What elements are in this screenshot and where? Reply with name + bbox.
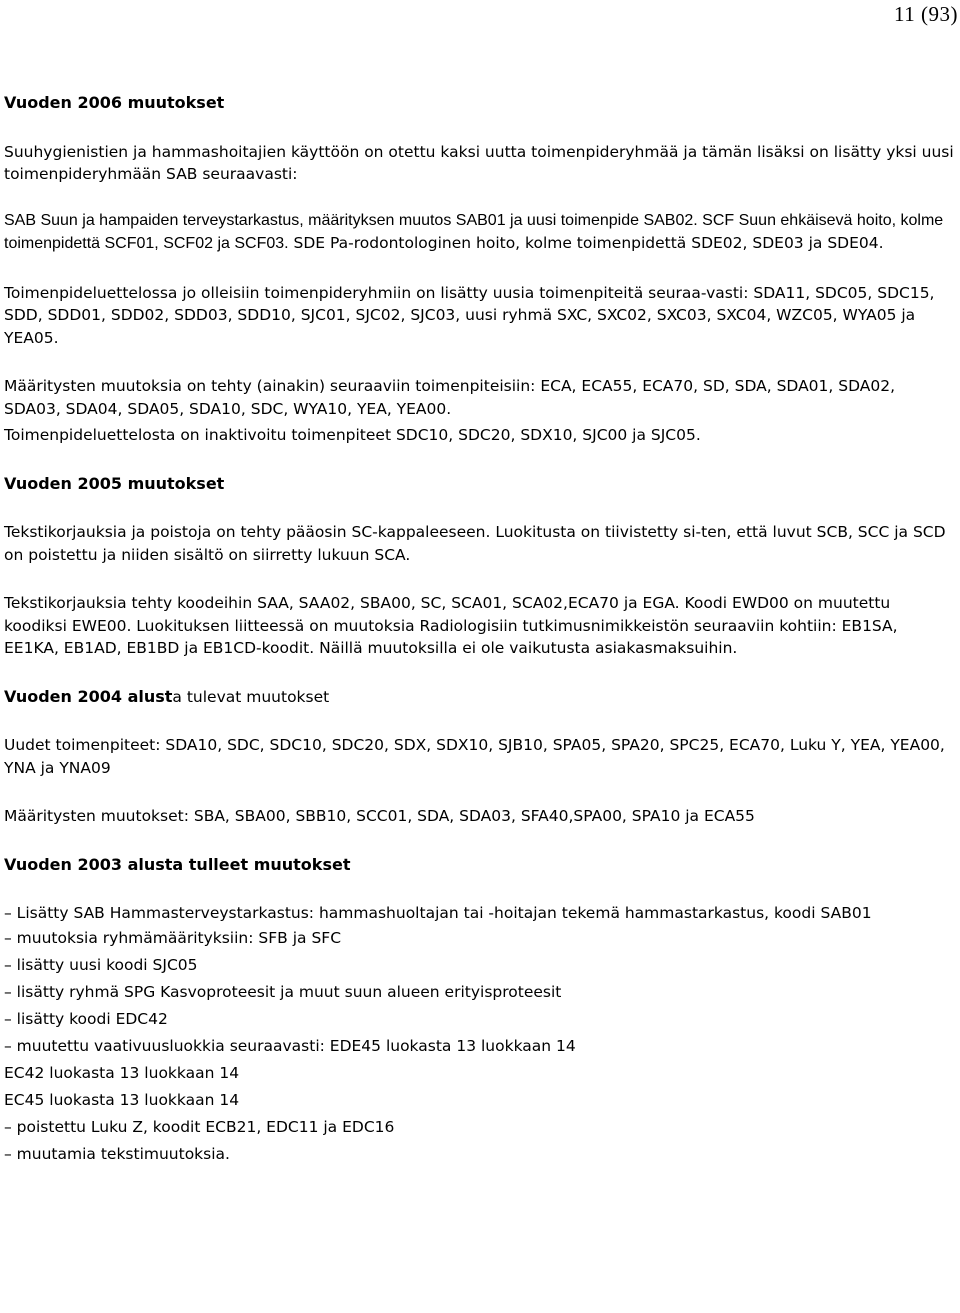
paragraph-2006-inactivated: Toimenpideluettelosta on inaktivoitu toimenpiteet SDC10, SDC20, SDX10, SJC00 ja SJC05.: [4, 426, 701, 444]
page-number: 11 (93): [894, 2, 958, 26]
paragraph-2006-additions: Toimenpideluettelossa jo olleisiin toimenpideryhmiin on lisätty uusia toimenpiteitä seuraa-vasti: SDA11, SDC05, SDC15, SDD, SDD01, SDD02, SDD03, SDD10, SJC01, SJC02, SJC03, uusi ryhmä SXC, SXC02, SXC03, SXC04, WZC05, WYA05 ja YEA05.: [4, 283, 935, 347]
paragraph-2005-codes: Tekstikorjauksia tehty koodeihin SAA, SAA02, SBA00, SC, SCA01, SCA02,ECA70 ja EGA. Koodi EWD00 on muutettu koodiksi EWE00. Luokituksen liitteessä on muutoksia Radiologisiin tutkimusnimikkeistön seuraaviin kohtiin: EB1SA, EE1KA, EB1AD, EB1BD ja EB1CD-koodit. Näillä muutoksilla ei ole vaikutusta asiakasmaksuihin.: [4, 594, 898, 657]
list-item: – muutoksia ryhmämäärityksiin: SFB ja SFC: [4, 928, 342, 947]
list-item: – muutamia tekstimuutoksia.: [4, 1144, 230, 1163]
list-item: – lisätty uusi koodi SJC05: [4, 955, 198, 974]
paragraph-2006-sab-main: SAB Suun ja hampaiden terveystarkastus, määrityksen muutos SAB01 ja uusi toimenpide SAB02. SCF Suun ehkäisevä hoito, kolme toimenpidettä SCF01, SCF02 ja SCF03.: [4, 211, 944, 252]
list-item: – poistettu Luku Z, koodit ECB21, EDC11 ja EDC16: [4, 1117, 395, 1136]
document-body: [4, 92, 954, 1168]
section-heading-2004: [4, 686, 954, 709]
paragraph-2004-new: Uudet toimenpiteet: SDA10, SDC, SDC10, SDC20, SDX, SDX10, SJB10, SPA05, SPA20, SPC25, ECA70, Luku Y, YEA, YEA00, YNA ja YNA09: [4, 736, 945, 777]
section-heading-2004-rest: a tulevat muutokset: [172, 687, 330, 706]
list-item: EC42 luokasta 13 luokkaan 14: [4, 1063, 240, 1082]
paragraph-2004-definitions: Määritysten muutokset: SBA, SBA00, SBB10, SCC01, SDA, SDA03, SFA40,SPA00, SPA10 ja ECA55: [4, 807, 755, 825]
section-heading-2004-bold: Vuoden 2004 alust: [4, 686, 173, 706]
paragraph-2006-sab-tail: SDE Pa-rodontologinen hoito, kolme toimenpidettä SDE02, SDE03 ja SDE04.: [288, 234, 884, 252]
list-item: – muutettu vaativuusluokkia seuraavasti: EDE45 luokasta 13 luokkaan 14: [4, 1036, 576, 1055]
section-heading-2003: Vuoden 2003 alusta tulleet muutokset: [4, 854, 351, 874]
list-item: EC45 luokasta 13 luokkaan 14: [4, 1090, 240, 1109]
paragraph-2006-sab: [4, 209, 954, 256]
paragraph-2006-intro: Suuhygienistien ja hammashoitajien käyttöön on otettu kaksi uutta toimenpideryhmää ja tämän lisäksi on lisätty yksi uusi toimenpideryhmään SAB seuraavasti:: [4, 142, 954, 183]
section-heading-2005: Vuoden 2005 muutokset: [4, 473, 225, 493]
section-heading-2006: Vuoden 2006 muutokset: [4, 93, 225, 112]
list-item: – lisätty koodi EDC42: [4, 1009, 168, 1028]
paragraph-2006-definitions: Määritysten muutoksia on tehty (ainakin) seuraaviin toimenpiteisiin: ECA, ECA55, ECA70, SD, SDA, SDA01, SDA02, SDA03, SDA04, SDA05, SDA10, SDC, WYA10, YEA, YEA00.: [4, 377, 896, 418]
list-item: – Lisätty SAB Hammasterveystarkastus: hammashuoltajan tai -hoitajan tekemä hammastarkastus, koodi SAB01: [4, 904, 872, 922]
changes-list-2003: [4, 902, 954, 1168]
list-item: – lisätty ryhmä SPG Kasvoproteesit ja muut suun alueen erityisproteesit: [4, 982, 562, 1001]
paragraph-2005-corrections: Tekstikorjauksia ja poistoja on tehty pääosin SC-kappaleeseen. Luokitusta on tiivistetty si-ten, että luvut SCB, SCC ja SCD on poistettu ja niiden sisältö on siirretty lukuun SCA.: [4, 523, 946, 564]
